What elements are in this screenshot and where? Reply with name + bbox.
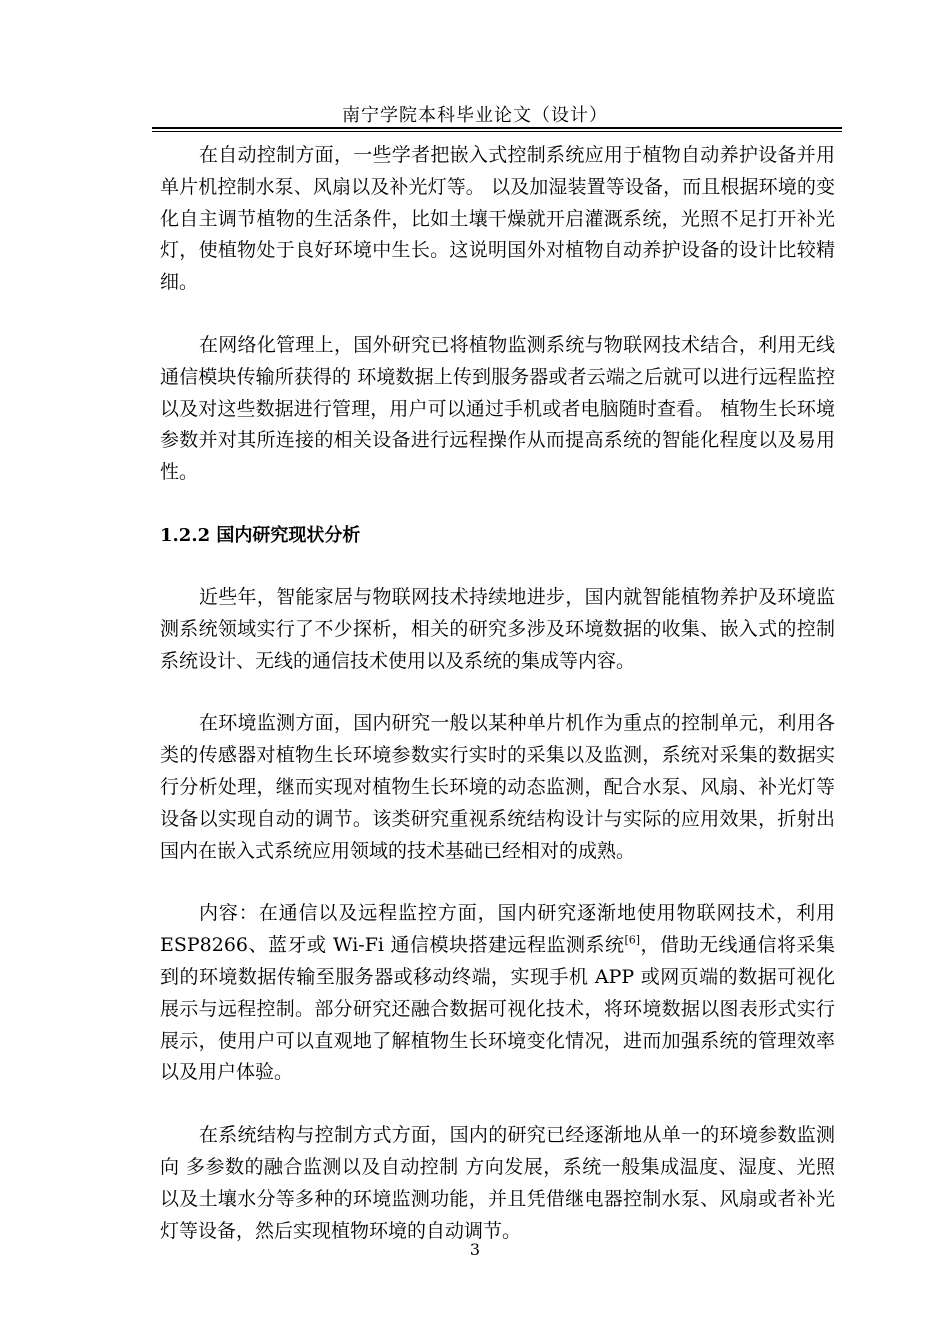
paragraph-environment-monitoring: 在环境监测方面，国内研究一般以某种单片机作为重点的控制单元，利用各类的传感器对植物生长环境参数实行实时的采集以及监测，系统对采集的数据实行分析处理，继而实现对植物生长环境的动态监测，配合水泵、风扇、补光灯等设备以实现自动的调节。该类研究重视系统结构设计与实际的应用效果，折射出国内在嵌入式系统应用领域的技术基础已经相对的成熟。 <box>160 712 835 862</box>
paragraph-remote-monitoring-part1: 内容：在通信以及远程监控方面，国内研究逐渐地使用物联网技术，利用ESP8266、蓝牙或 Wi-Fi 通信模块搭建远程监测系统 <box>160 902 835 957</box>
page-content <box>160 140 835 1247</box>
citation-reference[interactable]: [6] <box>624 933 641 947</box>
page-header-title: 南宁学院本科毕业论文（设计） <box>342 105 608 126</box>
section-heading: 1.2.2 国内研究现状分析 <box>160 524 361 546</box>
paragraph-domestic-overview: 近些年，智能家居与物联网技术持续地进步，国内就智能植物养护及环境监测系统领域实行了不少探析，相关的研究多涉及环境数据的收集、嵌入式的控制系统设计、无线的通信技术使用以及系统的集成等内容。 <box>160 585 835 672</box>
header-rule-thin <box>152 131 842 132</box>
paragraph-network-management: 在网络化管理上，国外研究已将植物监测系统与物联网技术结合，利用无线通信模块传输所获得的 环境数据上传到服务器或者云端之后就可以进行远程监控以及对这些数据进行管理，用户可以通过手机或者电脑随时查看。 植物生长环境参数并对其所连接的相关设备进行远程操作从而提高系统的智能化程度以及易用性。 <box>160 333 835 484</box>
paragraph-automatic-control: 在自动控制方面，一些学者把嵌入式控制系统应用于植物自动养护设备并用单片机控制水泵、风扇以及补光灯等。 以及加湿装置等设备，而且根据环境的变化自主调节植物的生活条件，比如土壤干燥就开启灌溉系统，光照不足打开补光灯，使植物处于良好环境中生长。这说明国外对植物自动养护设备的设计比较精细。 <box>160 144 835 294</box>
page-number: 3 <box>469 1240 481 1259</box>
paragraph-remote-monitoring <box>160 898 835 1089</box>
header-rule-thick <box>152 127 842 129</box>
paragraph-system-structure: 在系统结构与控制方式方面，国内的研究已经逐渐地从单一的环境参数监测向 多参数的融合监测以及自动控制 方向发展，系统一般集成温度、湿度、光照以及土壤水分等多种的环境监测功能，并且凭借继电器控制水泵、风扇或者补光灯等设备，然后实现植物环境的自动调节。 <box>160 1124 835 1242</box>
paragraph-remote-monitoring-part2: ，借助无线通信将采集到的环境数据传输至服务器或移动终端，实现手机 APP 或网页端的数据可视化展示与远程控制。部分研究还融合数据可视化技术，将环境数据以图表形式实行展示，使用户可以直观地了解植物生长环境变化情况，进而加强系统的管理效率以及用户体验。 <box>160 934 835 1084</box>
